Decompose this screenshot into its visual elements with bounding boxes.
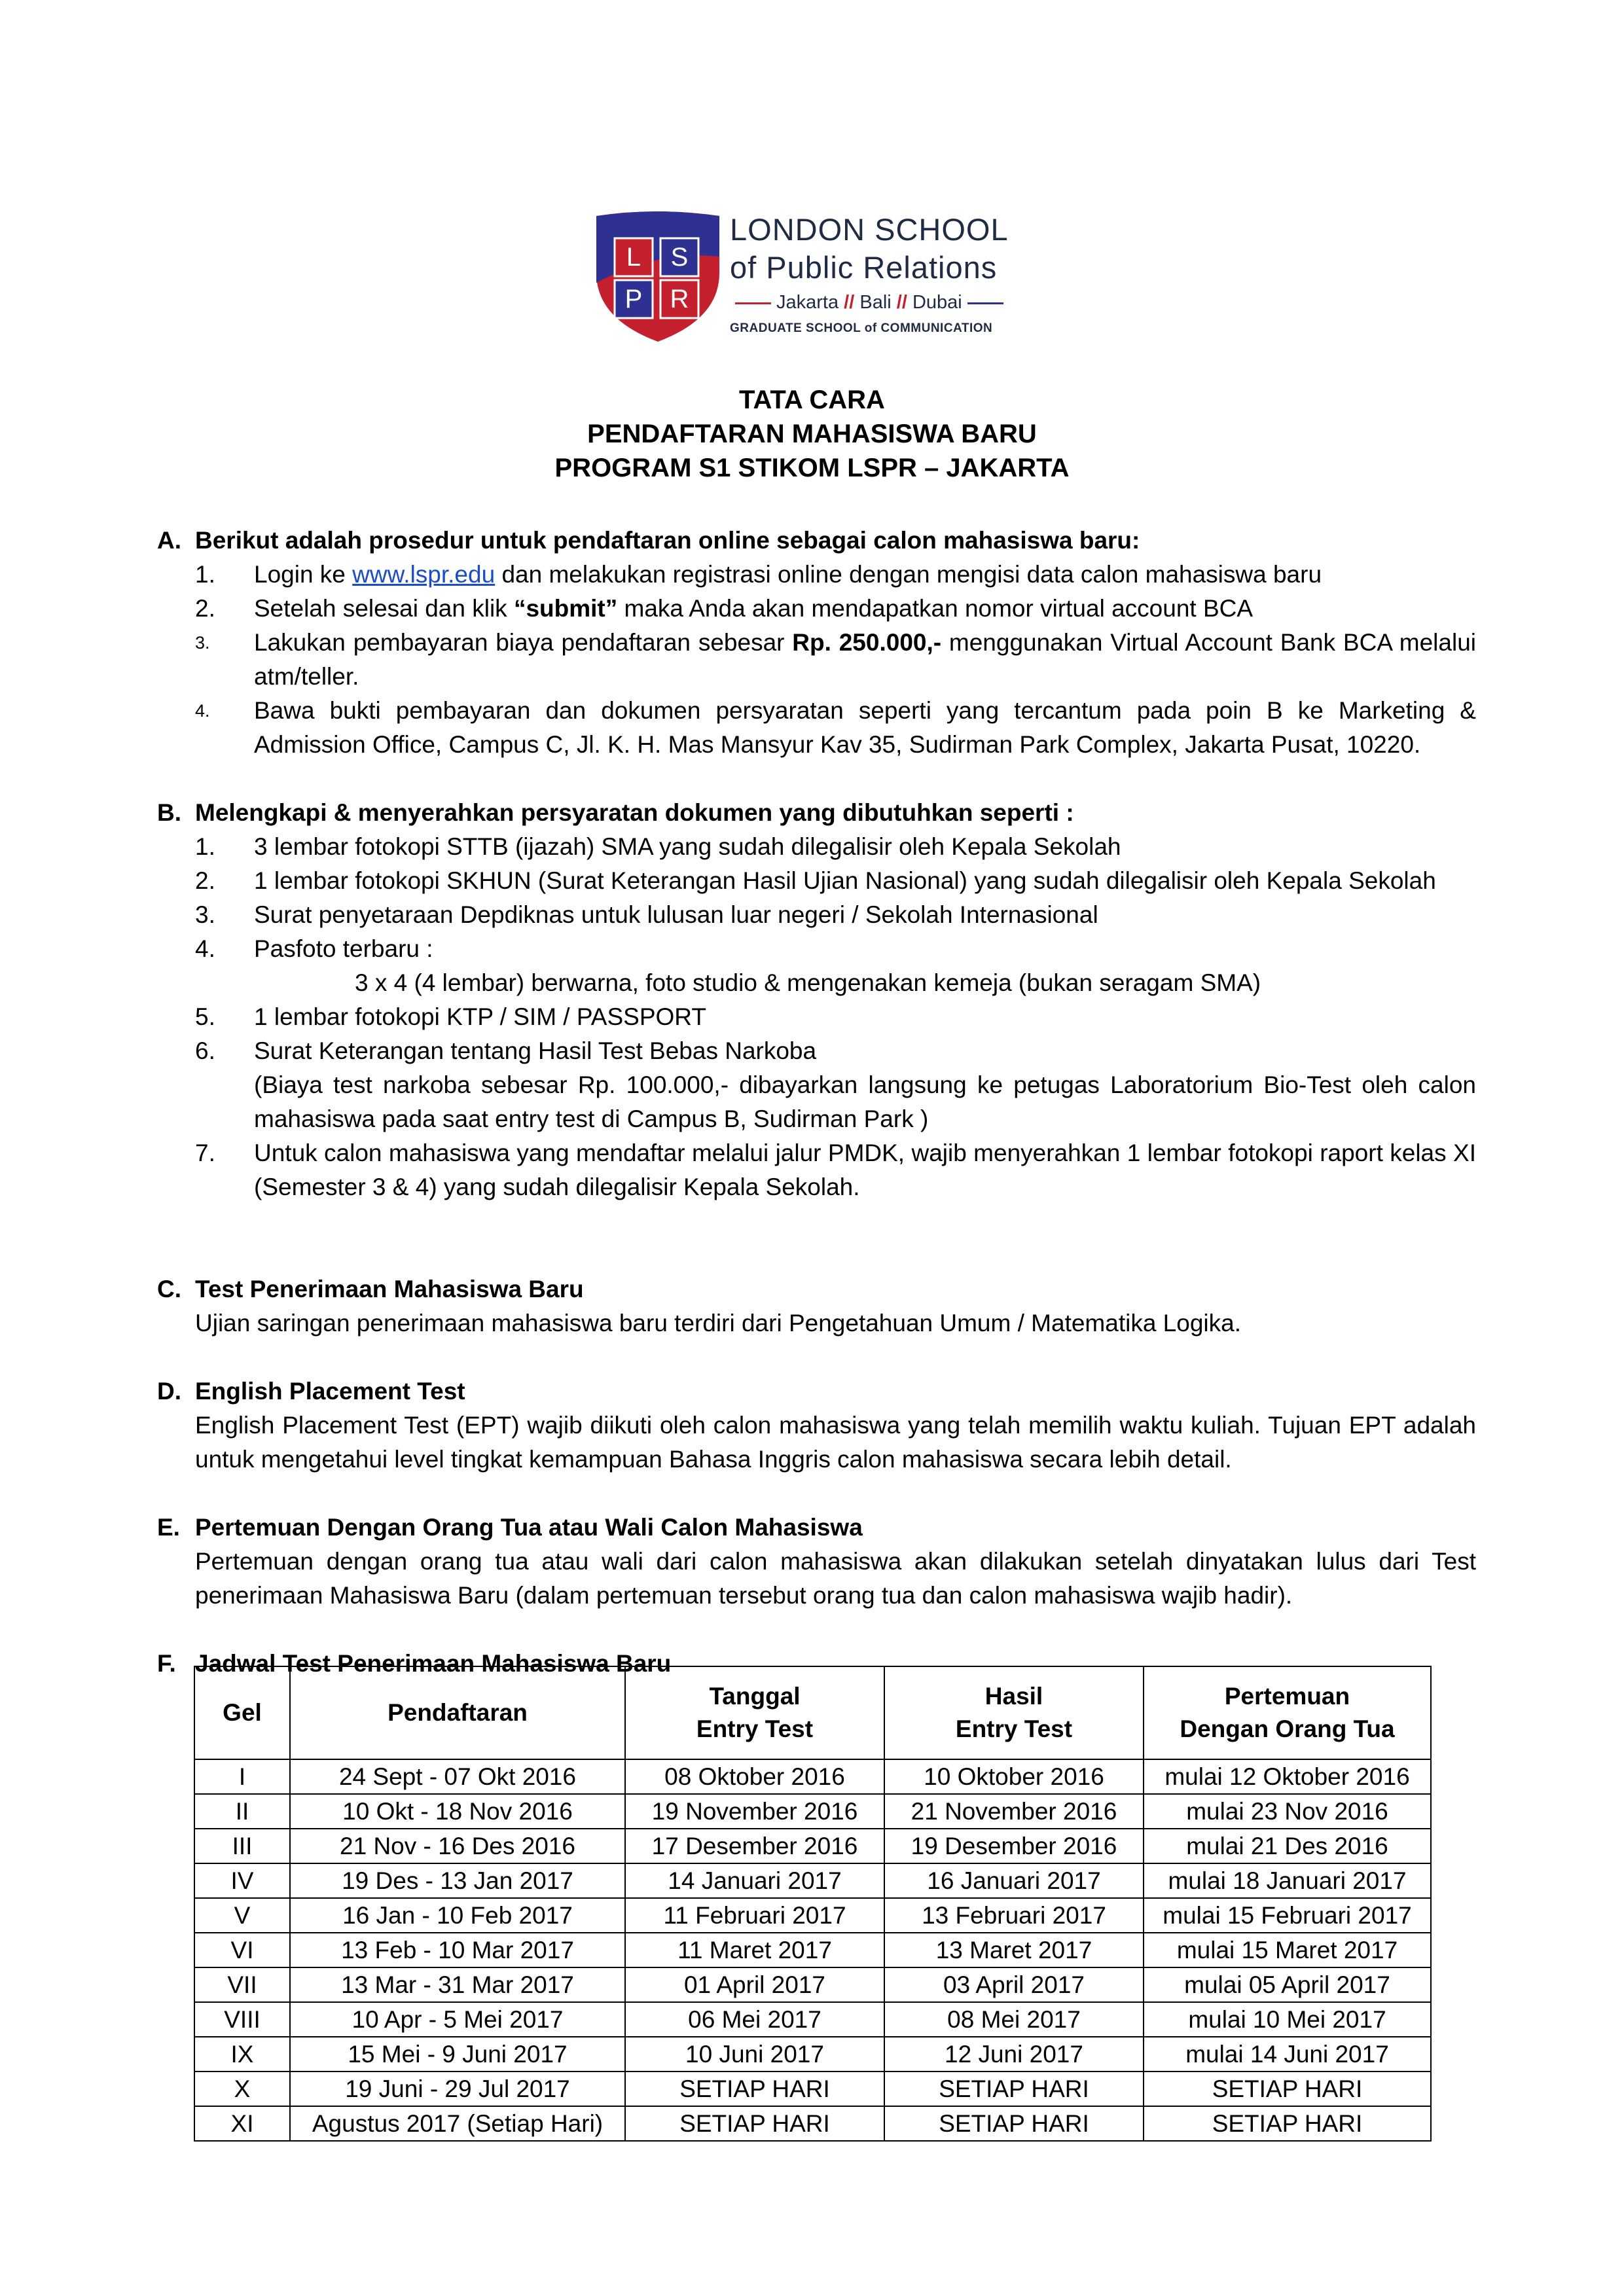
section-letter: C. [157,1276,181,1302]
section-letter: F. [157,1650,176,1677]
list-item [195,1034,1476,1136]
cell-gel: II [194,1794,290,1829]
logo-city-dubai: Dubai [912,292,962,313]
section-letter: D. [157,1378,181,1405]
logo-cities [730,289,1057,315]
cell-pertemuan: mulai 18 Januari 2017 [1144,1863,1431,1898]
item-text: 3 lembar fotokopi STTB (ijazah) SMA yang sudah dilegalisir oleh Kepala Sekolah [254,833,1121,860]
cell-tanggal-entry-test: 11 Februari 2017 [625,1898,884,1933]
list-item [195,932,1476,966]
cell-pendaftaran: 19 Des - 13 Jan 2017 [290,1863,625,1898]
item-text-pre: Lakukan pembayaran biaya pendaftaran sebesar [254,629,793,656]
cell-hasil-entry-test: SETIAP HARI [884,2106,1144,2141]
item-number: 7. [195,1139,215,1166]
item-number: 6. [195,1037,215,1064]
cell-hasil-entry-test: SETIAP HARI [884,2072,1144,2106]
list-item [195,830,1476,864]
cell-pertemuan: SETIAP HARI [1144,2106,1431,2141]
cell-hasil-entry-test: 03 April 2017 [884,1967,1144,2002]
header-line: Entry Test [696,1715,814,1742]
item-number: 4. [195,935,215,962]
cell-gel: X [194,2072,290,2106]
section-title: Melengkapi & menyerahkan persyaratan dokumen yang dibutuhkan seperti : [195,799,1074,826]
page-title-line1: TATA CARA [739,386,885,414]
list-item [195,864,1476,898]
item-text-post: maka Anda akan mendapatkan nomor virtual account BCA [617,595,1254,622]
header-pertemuan [1144,1666,1431,1759]
lspr-shield-icon [592,211,723,345]
table-row [194,2106,1431,2141]
table-row [194,2037,1431,2072]
cell-gel: VIII [194,2002,290,2037]
item-text [254,1034,1476,1136]
item-text: Bawa bukti pembayaran dan dokumen persyaratan seperti yang tercantum pada poin B ke Marketing & Admission Office, Campus C, Jl. K. H. Mas Mansyur Kav 35, Sudirman Park Complex, Jakarta Pusat, 10220. [254,697,1476,758]
cell-tanggal-entry-test: 06 Mei 2017 [625,2002,884,2037]
cell-hasil-entry-test: 10 Oktober 2016 [884,1759,1144,1794]
list-item [195,558,1476,592]
shield-letter-r: R [670,285,689,314]
item-text-main: Surat Keterangan tentang Hasil Test Bebas Narkoba [254,1037,817,1064]
document-body [157,524,1476,1681]
logo-line-london-school: LONDON SCHOOL [730,212,1009,247]
header-hasil-entry-test [884,1666,1144,1759]
list-item [195,694,1476,762]
item-subtext: 3 x 4 (4 lembar) berwarna, foto studio & mengenakan kemeja (bukan seragam SMA) [355,969,1261,996]
header-pendaftaran: Pendaftaran [290,1666,625,1759]
section-title: English Placement Test [195,1378,465,1405]
cell-hasil-entry-test: 19 Desember 2016 [884,1829,1144,1863]
cell-hasil-entry-test: 13 Februari 2017 [884,1898,1144,1933]
cell-pendaftaran: 15 Mei - 9 Juni 2017 [290,2037,625,2072]
item-number: 2. [195,595,215,622]
section-d-body: English Placement Test (EPT) wajib diikuti oleh calon mahasiswa yang telah memilih waktu kuliah. Tujuan EPT adalah untuk mengetahui level tingkat kemampuan Bahasa Inggris calon mahasiswa secara lebih detail. [195,1412,1476,1473]
cell-tanggal-entry-test: 08 Oktober 2016 [625,1759,884,1794]
logo-red-dash [735,302,771,304]
item-text: 1 lembar fotokopi SKHUN (Surat Keterangan Hasil Ujian Nasional) yang sudah dilegalisir oleh Kepala Sekolah [254,867,1436,894]
cell-tanggal-entry-test: 14 Januari 2017 [625,1863,884,1898]
logo-blue-dash [967,302,1003,304]
header-line: Dengan Orang Tua [1180,1715,1395,1742]
shield-letter-l: L [626,243,641,272]
item-text: Untuk calon mahasiswa yang mendaftar melalui jalur PMDK, wajib menyerahkan 1 lembar fotokopi raport kelas XI (Semester 3 & 4) yang sudah dilegalisir Kepala Sekolah. [254,1139,1476,1200]
cell-tanggal-entry-test: 01 April 2017 [625,1967,884,2002]
cell-tanggal-entry-test: 10 Juni 2017 [625,2037,884,2072]
item-text-pre: Setelah selesai dan klik [254,595,514,622]
table-row [194,1829,1431,1863]
table-row [194,2072,1431,2106]
cell-pendaftaran: 16 Jan - 10 Feb 2017 [290,1898,625,1933]
list-item [195,1136,1476,1204]
schedule-table [194,1666,1432,2142]
section-a-heading [157,524,1476,558]
cell-pendaftaran: 10 Apr - 5 Mei 2017 [290,2002,625,2037]
cell-pendaftaran: 21 Nov - 16 Des 2016 [290,1829,625,1863]
cell-pertemuan: mulai 10 Mei 2017 [1144,2002,1431,2037]
cell-pertemuan: mulai 12 Oktober 2016 [1144,1759,1431,1794]
item-text [254,558,1476,592]
cell-pertemuan: SETIAP HARI [1144,2072,1431,2106]
header-line: Hasil [984,1683,1043,1710]
schedule-table-body [194,1759,1431,2141]
section-title: Berikut adalah prosedur untuk pendaftaran online sebagai calon mahasiswa baru: [195,527,1140,554]
header-tanggal-entry-test [625,1666,884,1759]
cell-pertemuan: mulai 23 Nov 2016 [1144,1794,1431,1829]
logo-graduate-school: GRADUATE SCHOOL of COMMUNICATION [730,321,993,335]
cell-pendaftaran: Agustus 2017 (Setiap Hari) [290,2106,625,2141]
lspr-website-link[interactable]: www.lspr.edu [352,561,496,588]
logo-line-public-relations: of Public Relations [730,250,998,285]
cell-pertemuan: mulai 15 Februari 2017 [1144,1898,1431,1933]
table-row [194,1967,1431,2002]
cell-pendaftaran: 13 Feb - 10 Mar 2017 [290,1933,625,1967]
logo-city-bali: Bali [859,292,892,313]
section-b-heading [157,796,1476,830]
item-number: 4. [195,701,210,721]
list-item [195,592,1476,626]
section-c-body: Ujian saringan penerimaan mahasiswa baru terdiri dari Pengetahuan Umum / Matematika Logika. [195,1310,1241,1336]
cell-tanggal-entry-test: 11 Maret 2017 [625,1933,884,1967]
item-text [254,626,1476,694]
table-row [194,1863,1431,1898]
section-d-heading [157,1374,1476,1408]
cell-gel: IX [194,2037,290,2072]
header-line: Pertemuan [1224,1683,1350,1710]
item-text-post: menggunakan Virtual Account Bank BCA melalui atm/teller. [254,629,1476,690]
section-letter: A. [157,527,181,554]
cell-pertemuan: mulai 05 April 2017 [1144,1967,1431,2002]
cell-gel: XI [194,2106,290,2141]
cell-pertemuan: mulai 21 Des 2016 [1144,1829,1431,1863]
item-text [254,592,1476,626]
item-text-pre: Login ke [254,561,353,588]
cell-pertemuan: mulai 15 Maret 2017 [1144,1933,1431,1967]
cell-tanggal-entry-test: SETIAP HARI [625,2106,884,2141]
cell-gel: I [194,1759,290,1794]
item-number: 3. [195,901,215,928]
header-line: Entry Test [955,1715,1073,1742]
section-letter: B. [157,799,181,826]
section-letter: E. [157,1514,180,1541]
item-text-post: dan melakukan registrasi online dengan mengisi data calon mahasiswa baru [495,561,1322,588]
item-subtext: (Biaya test narkoba sebesar Rp. 100.000,- dibayarkan langsung ke petugas Laboratorium Bio-Test oleh calon mahasiswa pada saat entry test di Campus B, Sudirman Park ) [254,1071,1476,1132]
section-e-body: Pertemuan dengan orang tua atau wali dari calon mahasiswa akan dilakukan setelah dinyatakan lulus dari Test penerimaan Mahasiswa Baru (dalam pertemuan tersebut orang tua dan calon mahasiswa wajib hadir). [195,1548,1476,1609]
lspr-logo [592,211,1051,345]
cell-tanggal-entry-test: SETIAP HARI [625,2072,884,2106]
item-number: 1. [195,561,215,588]
cell-hasil-entry-test: 13 Maret 2017 [884,1933,1144,1967]
section-title: Pertemuan Dengan Orang Tua atau Wali Calon Mahasiswa [195,1514,863,1541]
logo-separator: // [844,292,855,313]
logo-city-jakarta: Jakarta [776,292,839,313]
table-header-row [194,1666,1431,1759]
cell-pertemuan: mulai 14 Juni 2017 [1144,2037,1431,2072]
list-item [195,898,1476,932]
item-text: Surat penyetaraan Depdiknas untuk lulusan luar negeri / Sekolah Internasional [254,901,1098,928]
cell-tanggal-entry-test: 17 Desember 2016 [625,1829,884,1863]
item-text: Pasfoto terbaru : [254,935,433,962]
logo-wordmark [730,211,1057,338]
cell-gel: IV [194,1863,290,1898]
table-row [194,2002,1431,2037]
table-row [194,1759,1431,1794]
cell-hasil-entry-test: 16 Januari 2017 [884,1863,1144,1898]
item-text: 1 lembar fotokopi KTP / SIM / PASSPORT [254,1003,706,1030]
cell-tanggal-entry-test: 19 November 2016 [625,1794,884,1829]
section-c-heading [157,1272,1476,1306]
section-title: Test Penerimaan Mahasiswa Baru [195,1276,584,1302]
list-item [195,1000,1476,1034]
cell-pendaftaran: 19 Juni - 29 Jul 2017 [290,2072,625,2106]
cell-pendaftaran: 13 Mar - 31 Mar 2017 [290,1967,625,2002]
item-number: 2. [195,867,215,894]
list-item [195,626,1476,694]
cell-pendaftaran: 24 Sept - 07 Okt 2016 [290,1759,625,1794]
shield-letter-s: S [670,243,689,272]
shield-letter-p: P [624,285,643,314]
cell-gel: V [194,1898,290,1933]
logo-separator: // [896,292,907,313]
section-e-heading [157,1511,1476,1545]
cell-hasil-entry-test: 21 November 2016 [884,1794,1144,1829]
section-title: Jadwal Test Penerimaan Mahasiswa Baru [195,1650,672,1677]
table-row [194,1898,1431,1933]
cell-gel: III [194,1829,290,1863]
cell-pendaftaran: 10 Okt - 18 Nov 2016 [290,1794,625,1829]
page-title-line3: PROGRAM S1 STIKOM LSPR – JAKARTA [554,454,1070,482]
item-text-bold: “submit” [513,595,618,622]
item-text-bold: Rp. 250.000,- [792,629,942,656]
cell-gel: VI [194,1933,290,1967]
item-number: 1. [195,833,215,860]
table-row [194,1933,1431,1967]
page-title-line2: PENDAFTARAN MAHASISWA BARU [587,420,1037,448]
item-number: 3. [195,633,210,653]
cell-hasil-entry-test: 08 Mei 2017 [884,2002,1144,2037]
table-row [194,1794,1431,1829]
header-line: Tanggal [709,1683,801,1710]
item-number: 5. [195,1003,215,1030]
cell-gel: VII [194,1967,290,2002]
header-gel: Gel [194,1666,290,1759]
cell-hasil-entry-test: 12 Juni 2017 [884,2037,1144,2072]
